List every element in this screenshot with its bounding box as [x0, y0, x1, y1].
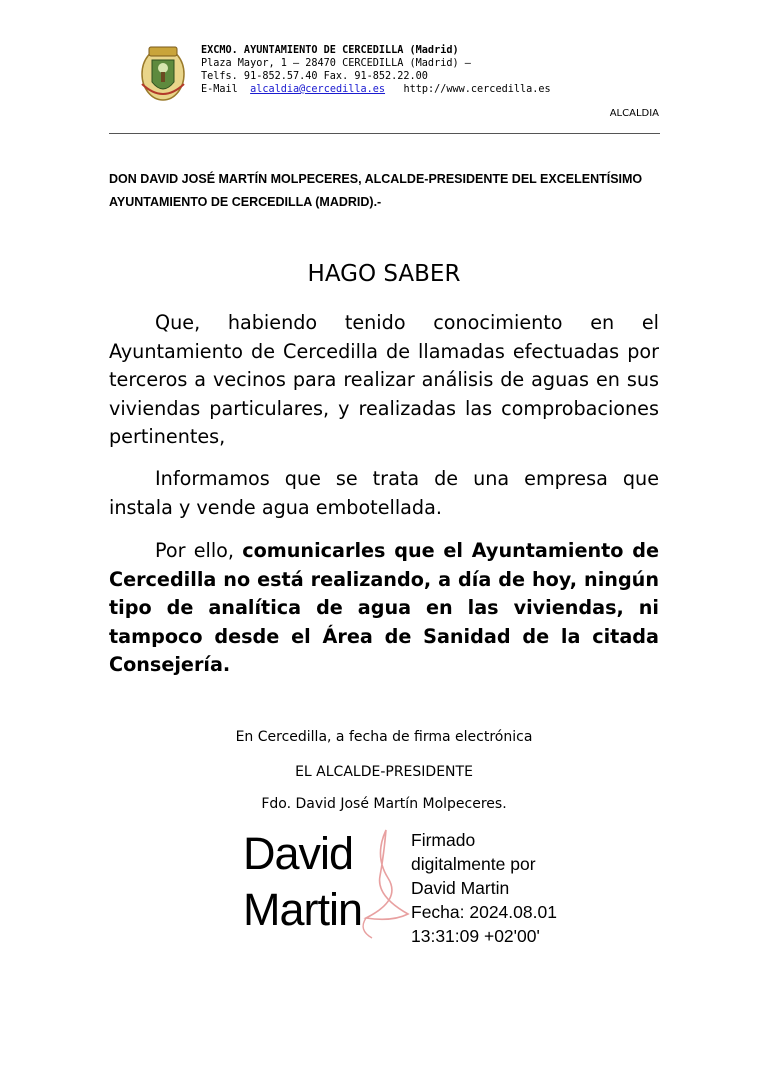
signer-role: EL ALCALDE-PRESIDENTE	[295, 764, 473, 780]
header-divider	[109, 133, 660, 134]
paragraph-3-intro: Por ello,	[155, 539, 235, 562]
document-title: HAGO SABER	[307, 261, 461, 287]
department-label: ALCALDIA	[609, 108, 659, 119]
issuer-heading: DON DAVID JOSÉ MARTÍN MOLPECERES, ALCALDE-PRESIDENTE DEL EXCELENTÍSIMO AYUNTAMIENTO DE CERCEDILLA (MADRID).-	[109, 172, 643, 209]
signature-line-3: David Martin	[411, 878, 510, 898]
paragraph-3-bold: comunicarles que el Ayuntamiento de Cercedilla no está realizando, a día de hoy, ningún tipo de analítica de agua en las viviendas, ni tampoco desde el Área de Sanidad de la citada Consejería.	[109, 539, 660, 676]
website-text[interactable]: http://www.cercedilla.es	[403, 84, 551, 95]
municipal-crest-icon	[140, 44, 186, 102]
signature-line-5: 13:31:09 +02'00'	[411, 926, 540, 946]
email-label: E-Mail	[201, 84, 238, 95]
signature-line-2: digitalmente por	[411, 854, 536, 874]
org-address: Plaza Mayor, 1 – 28470 CERCEDILLA (Madrid) –	[201, 58, 471, 69]
signature-details	[411, 828, 557, 948]
org-name: EXCMO. AYUNTAMIENTO DE CERCEDILLA (Madrid)	[201, 45, 459, 56]
email-link[interactable]: alcaldia@cercedilla.es	[250, 84, 386, 95]
org-phones: Telfs. 91-852.57.40 Fax. 91-852.22.00	[201, 71, 428, 82]
signature-line-4: Fecha: 2024.08.01	[411, 902, 557, 922]
signed-by: Fdo. David José Martín Molpeceres.	[261, 796, 507, 812]
signature-name	[243, 826, 362, 938]
paragraph-3	[109, 537, 659, 680]
signature-last-name: Martin	[243, 884, 363, 935]
paragraph-1: Que, habiendo tenido conocimiento en el Ayuntamiento de Cercedilla de llamadas efectuadas por terceros a vecinos para realizar análisis de aguas en sus viviendas particulares, y realizadas las comprobaciones pertinentes,	[109, 311, 659, 448]
org-contact	[201, 83, 551, 96]
paragraph-2: Informamos que se trata de una empresa que instala y vende agua embotellada.	[109, 467, 659, 519]
signature-line-1: Firmado	[411, 830, 476, 850]
letterhead-block	[201, 44, 551, 96]
signature-first-name: David	[243, 828, 354, 879]
place-date: En Cercedilla, a fecha de firma electrónica	[235, 729, 533, 745]
